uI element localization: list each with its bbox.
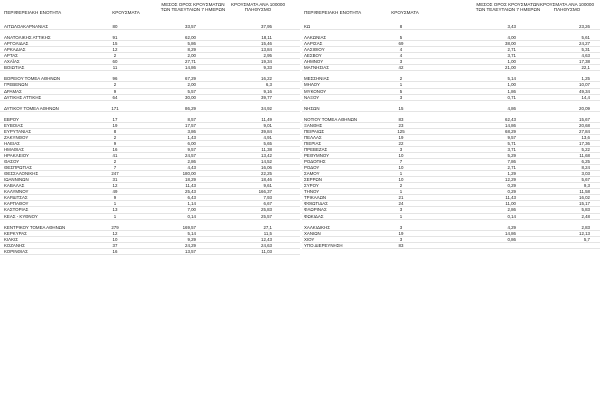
avg7-cell: 1,14 [187,201,196,207]
cases-cell: 16 [112,146,118,152]
cases-cell: 13 [112,207,118,213]
per100k-cell: 11,49 [261,116,272,122]
per100k-cell: 14,4 [581,94,590,100]
region-cell: ΚΑΛΥΜΝΟΥ [4,189,29,195]
per100k-cell: 23,26 [579,24,590,29]
per100k-cell: 7,93 [263,195,272,201]
cases-cell: 2 [113,134,117,140]
per100k-cell: 37,95 [261,24,272,29]
header-region: ΠΕΡΙΦΕΡΕΙΑΚΗ ΕΝΟΤΗΤΑ [304,10,362,15]
per100k-cell: 2,95 [263,53,272,59]
per100k-cell: 16,02 [579,195,590,201]
cases-cell: 2 [399,76,403,82]
region-cell: ΖΑΚΥΝΘΟΥ [4,134,29,140]
cases-cell: 8 [113,128,117,134]
region-cell: ΜΑΓΝΗΣΙΑΣ [304,65,329,71]
region-cell: ΒΟΡΕΙΟΥ ΤΟΜΕΑ ΑΘΗΝΩΝ [4,76,60,82]
cases-cell: 2 [399,183,403,189]
per100k-cell: 18,11 [261,35,272,41]
avg7-cell: 5,14 [187,230,196,236]
avg7-cell: 1,00 [507,82,516,88]
region-cell: ΧΑΛΚΙΔΙΚΗΣ [304,224,330,230]
per100k-cell: 9,61 [263,183,272,189]
avg7-cell: 3,86 [187,128,196,134]
avg7-cell: 1,00 [507,59,516,65]
per100k-cell: 11,38 [261,146,272,152]
region-cell: ΚΑΣΤΟΡΙΑΣ [4,207,29,213]
region-cell: ΤΡΙΚΑΛΩΝ [304,195,327,201]
per100k-cell: 22,1 [581,65,590,71]
region-cell: ΠΙΕΡΙΑΣ [304,140,322,146]
avg7-cell: 4,29 [507,224,516,230]
cases-cell: 1 [399,213,403,219]
per100k-cell: 25,57 [261,213,272,219]
cases-cell: 1 [113,213,117,219]
region-cell: ΘΑΣΟΥ [4,159,20,165]
cases-cell: 12 [112,230,118,236]
per100k-cell: 9,3 [583,183,590,189]
per100k-cell: 10,07 [579,82,590,88]
cases-cell: 247 [111,171,119,177]
avg7-cell: 14,86 [505,230,516,236]
region-cell: ΚΙΛΚΙΣ [4,236,18,242]
region-cell: ΧΑΝΙΩΝ [304,230,321,236]
avg7-cell: 5,29 [507,153,516,159]
header-per100k: ΚΡΟΥΣΜΑΤΑ ΑΝΑ 100000 ΠΛΗΘΥΣΜΟ [230,2,286,13]
avg7-cell: 2,86 [187,159,196,165]
region-cell: ΚΕΡΚΥΡΑΣ [4,230,27,236]
avg7-cell: 4,43 [187,165,196,171]
avg7-cell: 2,00 [187,53,196,59]
avg7-cell: 17,57 [185,122,196,128]
region-cell: ΦΩΚΙΔΑΣ [304,213,324,219]
cases-cell: 83 [398,242,404,248]
per100k-cell: 15,17 [579,201,590,207]
per100k-cell: 5,67 [581,177,590,183]
per100k-cell: 39,77 [261,94,272,100]
region-cell: ΕΒΡΟΥ [4,116,19,122]
avg7-cell: 3,71 [507,146,516,152]
region-cell: ΕΥΡΥΤΑΝΙΑΣ [4,128,32,134]
avg7-cell: 24,57 [185,153,196,159]
region-cell: ΛΑΚΩΝΙΑΣ [304,35,327,41]
region-cell: ΠΕΛΛΑΣ [304,134,322,140]
region-cell: ΔΥΤΙΚΟΥ ΤΟΜΕΑ ΑΘΗΝΩΝ [4,105,59,111]
avg7-cell: 8,57 [187,116,196,122]
cases-cell: 7 [113,165,117,171]
per100k-cell: 15,46 [261,41,272,47]
region-cell: ΜΗΛΟΥ [304,82,320,88]
per100k-cell: 166,37 [258,189,272,195]
cases-cell: 10 [398,153,404,159]
per100k-cell: 12,13 [579,230,590,236]
avg7-cell: 18,29 [185,177,196,183]
cases-cell: 11 [112,65,118,71]
header-per100k: ΚΡΟΥΣΜΑΤΑ ΑΝΑ 100000 ΠΛΗΘΥΣΜΟ [539,2,595,13]
header-avg7: ΜΕΣΟΣ ΟΡΟΣ ΚΡΟΥΣΜΑΤΩΝ ΤΩΝ ΤΕΛΕΥΤΑΙΩΝ 7 ΗΜΕΡΩΝ [475,2,541,13]
avg7-cell: 0,71 [507,94,516,100]
cases-cell: 15 [112,41,118,47]
region-cell: ΛΗΜΝΟΥ [304,59,324,65]
avg7-cell: 0,29 [507,183,516,189]
per100k-cell: 2,48 [581,213,590,219]
cases-cell: 5 [399,35,403,41]
region-cell: ΚΕΝΤΡΙΚΟΥ ΤΟΜΕΑ ΑΘΗΝΩΝ [4,224,66,230]
cases-cell: 2 [113,82,117,88]
region-cell: ΛΑΡΙΣΑΣ [304,41,323,47]
avg7-cell: 9,57 [507,134,516,140]
avg7-cell: 0,14 [507,213,516,219]
region-cell: ΑΝΑΤΟΛΙΚΗΣ ΑΤΤΙΚΗΣ [4,35,51,41]
cases-cell: 19 [112,122,118,128]
cases-cell: 16 [112,248,118,254]
avg7-cell: 62,00 [185,35,196,41]
per100k-cell: 9,01 [263,122,272,128]
per100k-cell: 11,5 [263,230,272,236]
per100k-cell: 13,42 [261,153,272,159]
cases-cell: 19 [398,230,404,236]
avg7-cell: 24,29 [185,242,196,248]
cases-cell: 21 [398,195,404,201]
per100k-cell: 9,33 [263,65,272,71]
region-cell: ΝΗΣΩΝ [304,105,320,111]
cases-cell: 1 [399,82,403,88]
cases-cell: 2 [113,53,117,59]
cases-cell: 4 [399,53,403,59]
avg7-cell: 2,71 [507,47,516,53]
per100k-cell: 20,09 [579,105,590,111]
cases-cell: 12 [112,183,118,189]
avg7-cell: 13,57 [185,248,196,254]
avg7-cell: 30,00 [185,94,196,100]
avg7-cell: 180,00 [182,171,196,177]
region-cell: ΞΑΝΘΗΣ [304,122,323,128]
per100k-cell: 5,7 [583,236,590,242]
cases-cell: 171 [111,105,119,111]
region-cell: ΡΟΔΟΠΗΣ [304,159,326,165]
per100k-cell: 5,22 [581,146,590,152]
avg7-cell: 68,29 [505,128,516,134]
avg7-cell: 5,86 [187,41,196,47]
per100k-cell: 22,25 [261,171,272,177]
cases-cell: 64 [112,94,118,100]
avg7-cell: 0,29 [507,189,516,195]
cases-cell: 7 [399,159,403,165]
cases-cell: 3 [399,146,403,152]
per100k-cell: 2,83 [581,224,590,230]
per100k-cell: 16,06 [261,165,272,171]
cases-cell: 19 [398,134,404,140]
avg7-cell: 6,43 [187,195,196,201]
cases-cell: 69 [398,41,404,47]
per100k-cell: 14,52 [261,159,272,165]
per100k-cell: 19,34 [261,59,272,65]
region-cell: ΑΡΓΟΛΙΔΑΣ [4,41,29,47]
cases-cell: 96 [112,76,118,82]
cases-cell: 41 [112,153,118,159]
avg7-cell: 11,43 [185,183,196,189]
avg7-cell: 3,71 [507,53,516,59]
region-cell: ΥΠΟ ΔΙΕΡΕΥΝΗΣΗ [304,242,343,248]
cases-cell: 3 [399,236,403,242]
cases-cell: 10 [398,177,404,183]
avg7-cell: 1,43 [187,134,196,140]
per100k-cell: 24,27 [579,41,590,47]
avg7-cell: 4,86 [507,105,516,111]
avg7-cell: 9,57 [187,146,196,152]
per100k-cell: 6,25 [581,159,590,165]
avg7-cell: 25,43 [185,189,196,195]
avg7-cell: 11,00 [505,201,516,207]
per100k-cell: 8,24 [581,165,590,171]
region-cell: ΚΟΡΙΝΘΙΑΣ [4,248,28,254]
cases-cell: 42 [398,65,404,71]
region-cell: ΚΑΡΔΙΤΣΑΣ [4,195,28,201]
region-cell: ΗΛΕΙΑΣ [4,140,20,146]
cases-cell: 10 [398,165,404,171]
region-cell: ΤΗΝΟΥ [304,189,320,195]
avg7-cell: 33,57 [185,24,196,29]
per100k-cell: 34,92 [261,105,272,111]
region-cell: ΓΡΕΒΕΝΩΝ [4,82,28,88]
avg7-cell: 62,43 [505,116,516,122]
avg7-cell: 67,29 [185,76,196,82]
avg7-cell: 21,00 [505,65,516,71]
region-cell: ΑΙΤΩΛΟΑΚΑΡΝΑΝΙΑΣ [4,24,49,29]
per100k-cell: 3,03 [581,171,590,177]
avg7-cell: 7,86 [507,159,516,165]
per100k-cell: 15,67 [579,116,590,122]
per100k-cell: 4,91 [263,134,272,140]
avg7-cell: 6,00 [187,140,196,146]
right-table [302,0,600,400]
cases-cell: 3 [399,59,403,65]
cases-cell: 8 [399,24,403,29]
avg7-cell: 14,86 [185,65,196,71]
per100k-cell: 5,65 [263,140,272,146]
avg7-cell: 1,86 [507,88,516,94]
header-cases: ΚΡΟΥΣΜΑΤΑ [112,10,140,15]
avg7-cell: 11,43 [505,195,516,201]
avg7-cell: 7,00 [187,207,196,213]
per100k-cell: 6,3 [265,82,272,88]
region-cell: ΑΡΚΑΔΙΑΣ [4,47,26,53]
left-table-body [0,24,300,255]
per100k-cell: 5,31 [581,47,590,53]
avg7-cell: 5,14 [507,76,516,82]
cases-cell: 1 [399,171,403,177]
cases-cell: 15 [398,105,404,111]
per100k-cell: 11,68 [579,153,590,159]
per100k-cell: 27,84 [579,128,590,134]
avg7-cell: 2,86 [507,207,516,213]
avg7-cell: 9,29 [187,236,196,242]
per100k-cell: 27,1 [263,224,272,230]
cases-cell: 24 [398,201,404,207]
cases-cell: 125 [397,128,405,134]
per100k-cell: 39,84 [261,128,272,134]
region-cell: ΒΟΙΩΤΙΑΣ [4,65,25,71]
region-cell: ΚΑΒΑΛΑΣ [4,183,25,189]
per100k-cell: 13,84 [261,47,272,53]
region-cell: ΚΕΑΣ - ΚΥΘΝΟΥ [4,213,38,219]
per100k-cell: 5,83 [581,207,590,213]
per100k-cell: 16,22 [261,76,272,82]
region-cell: ΚΟΖΑΝΗΣ [4,242,25,248]
region-cell: ΚΩ [304,24,311,29]
per100k-cell: 18,46 [261,177,272,183]
avg7-cell: 12,29 [505,177,516,183]
avg7-cell: 5,71 [507,140,516,146]
region-cell: ΔΥΤΙΚΗΣ ΑΤΤΙΚΗΣ [4,94,42,100]
cases-cell: 9 [113,88,117,94]
avg7-cell: 5,57 [187,88,196,94]
region-cell: ΚΑΡΠΑΘΟΥ [4,201,29,207]
table-row [302,243,600,249]
cases-cell: 3 [399,207,403,213]
avg7-cell: 3,43 [507,24,516,29]
region-cell: ΝΟΤΙΟΥ ΤΟΜΕΑ ΑΘΗΝΩΝ [304,116,358,122]
right-table-body [302,24,600,249]
cases-cell: 9 [113,140,117,146]
region-cell: ΘΕΣΣΑΛΟΝΙΚΗΣ [4,171,39,177]
per100k-cell: 13,6 [581,134,590,140]
cases-cell: 23 [398,122,404,128]
region-cell: ΠΕΙΡΑΙΩΣ [304,128,325,134]
avg7-cell: 1,29 [507,171,516,177]
per100k-cell: 6,67 [263,201,272,207]
region-cell: ΣΑΜΟΥ [304,171,320,177]
cases-cell: 60 [112,59,118,65]
avg7-cell: 0,14 [187,213,196,219]
region-cell: ΑΧΑΪΑΣ [4,59,20,65]
region-cell: ΗΜΑΘΙΑΣ [4,146,24,152]
region-cell: ΔΡΑΜΑΣ [4,88,22,94]
cases-cell: 37 [112,242,118,248]
avg7-cell: 2,71 [507,165,516,171]
region-cell: ΧΙΟΥ [304,236,315,242]
region-cell: ΜΕΣΣΗΝΙΑΣ [304,76,330,82]
cases-cell: 49 [112,189,118,195]
header-avg7: ΜΕΣΟΣ ΟΡΟΣ ΚΡΟΥΣΜΑΤΩΝ ΤΩΝ ΤΕΛΕΥΤΑΙΩΝ 7 ΗΜΕΡΩΝ [160,2,226,13]
avg7-cell: 86,29 [185,105,196,111]
cases-cell: 279 [111,224,119,230]
cases-cell: 10 [112,236,118,242]
region-cell: ΙΩΑΝΝΙΝΩΝ [4,177,29,183]
per100k-cell: 11,58 [579,189,590,195]
avg7-cell: 8,29 [187,47,196,53]
region-cell: ΦΛΩΡΙΝΑΣ [304,207,327,213]
region-cell: ΣΥΡΟΥ [304,183,319,189]
per100k-cell: 25,83 [261,207,272,213]
avg7-cell: 27,71 [185,59,196,65]
region-cell: ΣΕΡΡΩΝ [304,177,322,183]
region-cell: ΜΥΚΟΝΟΥ [304,88,327,94]
cases-cell: 80 [112,24,118,29]
region-cell: ΘΕΣΠΡΩΤΙΑΣ [4,165,32,171]
table-row [0,249,300,255]
region-cell: ΑΡΤΑΣ [4,53,18,59]
per100k-cell: 20,68 [579,122,590,128]
region-cell: ΛΑΣΙΘΙΟΥ [304,47,325,53]
header-region: ΠΕΡΙΦΕΡΕΙΑΚΗ ΕΝΟΤΗΤΑ [4,10,62,15]
region-cell: ΛΕΣΒΟΥ [304,53,322,59]
per100k-cell: 5,61 [581,35,590,41]
per100k-cell: 4,63 [581,53,590,59]
cases-cell: 1 [399,189,403,195]
cases-cell: 5 [399,88,403,94]
avg7-cell: 38,00 [505,41,516,47]
cases-cell: 91 [112,35,118,41]
header-cases: ΚΡΟΥΣΜΑΤΑ [391,10,419,15]
per100k-cell: 49,34 [579,88,590,94]
cases-cell: 12 [112,47,118,53]
per100k-cell: 17,36 [579,140,590,146]
region-cell: ΡΟΔΟΥ [304,165,320,171]
cases-cell: 3 [399,94,403,100]
region-cell: ΗΡΑΚΛΕΙΟΥ [4,153,29,159]
per100k-cell: 1,25 [581,76,590,82]
cases-cell: 2 [113,159,117,165]
region-cell: ΠΡΕΒΕΖΑΣ [304,146,328,152]
per100k-cell: 11,03 [261,248,272,254]
cases-cell: 83 [398,116,404,122]
region-cell: ΦΘΙΩΤΙΔΑΣ [304,201,328,207]
cases-cell: 9 [113,195,117,201]
cases-cell: 4 [399,47,403,53]
cases-cell: 31 [112,177,118,183]
region-cell: ΡΕΘΥΜΝΟΥ [304,153,330,159]
avg7-cell: 169,57 [182,224,196,230]
avg7-cell: 2,00 [187,82,196,88]
per100k-cell: 24,63 [261,242,272,248]
region-cell: ΝΑΞΟΥ [304,94,320,100]
per100k-cell: 9,16 [263,88,272,94]
cases-cell: 17 [112,116,118,122]
avg7-cell: 0,86 [507,236,516,242]
cases-cell: 1 [113,201,117,207]
region-cell: ΕΥΒΟΙΑΣ [4,122,24,128]
cases-cell: 22 [398,140,404,146]
avg7-cell: 14,86 [505,122,516,128]
cases-cell: 3 [399,224,403,230]
avg7-cell: 4,00 [507,35,516,41]
per100k-cell: 12,43 [261,236,272,242]
per100k-cell: 17,38 [579,59,590,65]
